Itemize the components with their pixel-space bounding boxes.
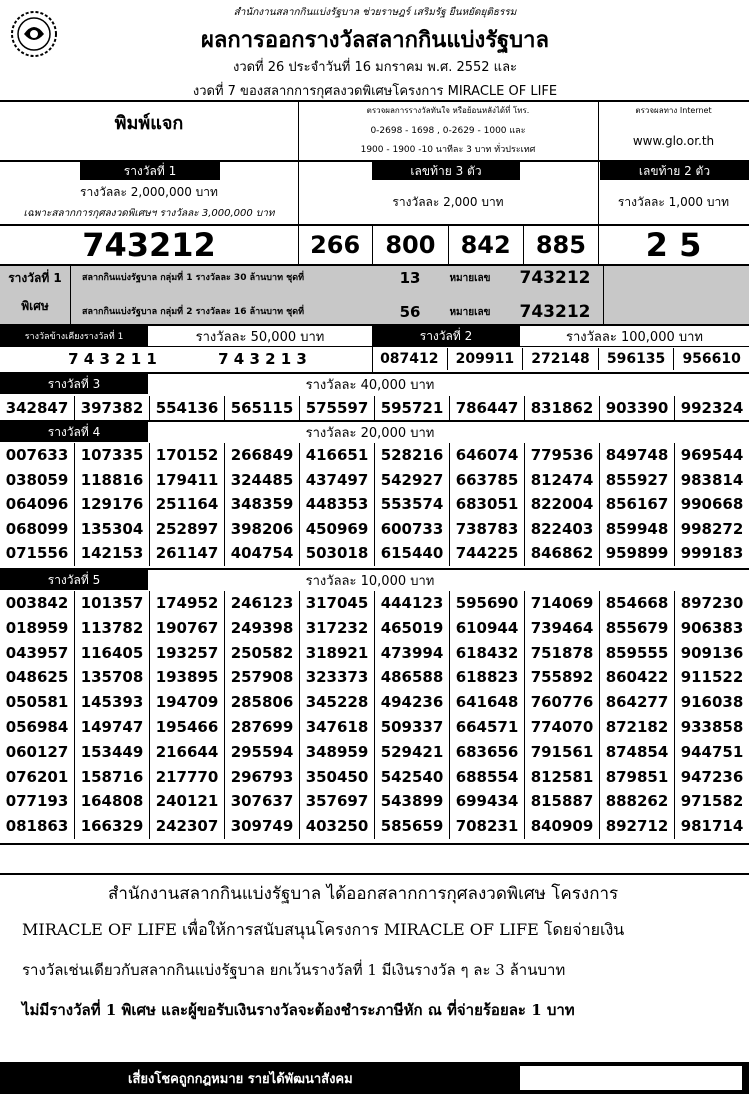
fifth-prize-number: 174952: [150, 591, 225, 616]
fifth-prize-number: 101357: [75, 591, 150, 616]
third-prize-number: 831862: [525, 396, 600, 420]
fifth-prize-number: 859555: [600, 641, 675, 666]
fifth-prize-number: 357697: [300, 789, 375, 814]
fourth-prize-number: 990668: [680, 495, 744, 513]
last3-amount: รางวัลละ 2,000 บาท: [392, 194, 504, 209]
fifth-prize-number: 307637: [225, 789, 300, 814]
fourth-prize-number: 266849: [225, 443, 300, 468]
fourth-prize-number: 324485: [225, 468, 300, 493]
fourth-prize-number: 107335: [75, 443, 150, 468]
adjacent-number: 7 4 3 2 1 1: [68, 350, 157, 368]
fifth-prize-number: 897230: [680, 594, 744, 612]
fifth-prize-number: 158716: [75, 765, 150, 790]
fifth-prize-number: 257908: [225, 665, 300, 690]
second-prize-number: 209911: [448, 348, 524, 370]
fifth-prize-number: 812581: [525, 765, 600, 790]
last2-amount: รางวัลละ 1,000 บาท: [617, 194, 730, 209]
last2-number: 2 5: [645, 226, 702, 264]
fifth-prize-number: 855679: [600, 616, 675, 641]
fifth-prize-number: 864277: [600, 690, 675, 715]
fifth-prize-number: 739464: [525, 616, 600, 641]
second-prize-label: รางวัลที่ 2: [372, 326, 520, 346]
fifth-prize-number: 529421: [375, 740, 450, 765]
fifth-prize-number: 153449: [75, 740, 150, 765]
draw-info-line2: งวดที่ 7 ของสลากการกุศลงวดพิเศษโครงการ MIRACLE OF LIFE: [192, 83, 558, 99]
fourth-prize-number: 404754: [225, 541, 300, 566]
fifth-prize-number: 296793: [225, 765, 300, 790]
emblem-icon: [10, 10, 58, 58]
page-title: ผลการออกรางวัลสลากกินแบ่งรัฐบาล: [201, 27, 549, 53]
fifth-prize-number: 618432: [450, 641, 525, 666]
fifth-prize-number: 840909: [525, 814, 600, 839]
fifth-prize-number: 465019: [375, 616, 450, 641]
second-prize-number: 272148: [523, 348, 599, 370]
footer-slogan: เสี่ยงโชคถูกกฎหมาย รายได้พัฒนาสังคม: [128, 1072, 353, 1087]
fourth-prize-number: 450969: [300, 517, 375, 542]
fourth-prize-number: 600733: [375, 517, 450, 542]
fifth-prize-number: 403250: [300, 814, 375, 839]
fifth-prize-number: 509337: [375, 715, 450, 740]
fifth-prize-number: 194709: [150, 690, 225, 715]
fifth-prize-number: 193257: [150, 641, 225, 666]
fifth-prize-number: 714069: [525, 591, 600, 616]
second-prize-number: 956610: [682, 351, 741, 367]
draw-info-line1: งวดที่ 26 ประจำวันที่ 16 มกราคม พ.ศ. 2552 และ: [232, 59, 518, 75]
fourth-prize-number: 998272: [680, 519, 744, 538]
third-prize-number: 397382: [75, 396, 150, 420]
special-row-1-number: 743212: [519, 268, 591, 288]
last3-label: เลขท้าย 3 ตัว: [372, 162, 520, 180]
fifth-prize-number: 860422: [600, 665, 675, 690]
fifth-prize-number: 287699: [225, 715, 300, 740]
fifth-prize-number: 981714: [680, 817, 744, 836]
adjacent-number: 7 4 3 2 1 3: [218, 350, 307, 368]
fifth-prize-number: 050581: [0, 690, 75, 715]
fifth-prize-number: 699434: [450, 789, 525, 814]
third-prize-amount: รางวัลละ 40,000 บาท: [305, 377, 435, 393]
last3-number: 800: [373, 226, 448, 264]
fifth-prize-number: 048625: [0, 665, 75, 690]
website-link[interactable]: www.glo.or.th: [632, 134, 715, 148]
fifth-prize-number: 815887: [525, 789, 600, 814]
fourth-prize-number: 448353: [300, 492, 375, 517]
adjacent-label: รางวัลข้างเคียงรางวัลที่ 1: [0, 326, 148, 346]
fifth-prize-number: 933858: [680, 718, 744, 736]
fourth-prize-amount: รางวัลละ 20,000 บาท: [305, 425, 435, 441]
fifth-prize-number: 664571: [450, 715, 525, 740]
fifth-prize-number: 018959: [0, 616, 75, 641]
third-prize-number: 903390: [600, 396, 675, 420]
fourth-prize-number: 983814: [680, 470, 744, 489]
special-row-2-no-label: หมายเลข: [449, 306, 491, 318]
fourth-prize-number: 744225: [450, 541, 525, 566]
fourth-prize-number: 738783: [450, 517, 525, 542]
fourth-prize-number: 846862: [525, 541, 600, 566]
special-row-2-set: 56: [399, 303, 421, 321]
fifth-prize-number: 874854: [600, 740, 675, 765]
fifth-prize-number: 309749: [225, 814, 300, 839]
fifth-prize-number: 854668: [600, 591, 675, 616]
special-label-2: พิเศษ: [21, 298, 49, 313]
fifth-prize-number: 077193: [0, 789, 75, 814]
last3-number: 266: [298, 226, 373, 264]
special-row-1-text: สลากกินแบ่งรัฐบาล กลุ่มที่ 1 รางวัลละ 30 ล้านบาท ชุดที่: [82, 273, 305, 283]
third-prize-number: 575597: [300, 396, 375, 420]
fifth-prize-number: 909136: [680, 643, 744, 662]
fourth-prize-number: 503018: [300, 541, 375, 566]
fifth-prize-number: 060127: [0, 740, 75, 765]
special-row-1-set: 13: [399, 269, 421, 287]
fifth-prize-number: 791561: [525, 740, 600, 765]
fifth-prize-number: 944751: [680, 742, 744, 761]
fourth-prize-number: 969544: [680, 446, 744, 464]
fourth-prize-number: 855927: [600, 468, 675, 493]
fifth-prize-number: 347618: [300, 715, 375, 740]
fourth-prize-number: 822403: [525, 517, 600, 542]
third-prize-number: 342847: [0, 396, 75, 420]
first-prize-special-amount: เฉพาะสลากการกุศลงวดพิเศษฯ รางวัลละ 3,000,000 บาท: [23, 207, 275, 219]
first-prize-amount: รางวัลละ 2,000,000 บาท: [80, 184, 218, 199]
fifth-prize-number: 879851: [600, 765, 675, 790]
fourth-prize-number: 553574: [375, 492, 450, 517]
header-org-line: สำนักงานสลากกินแบ่งรัฐบาล ช่วยราษฎร์ เสริมรัฐ ยืนหยัดยุติธรรม: [233, 6, 517, 18]
fifth-prize-number: 760776: [525, 690, 600, 715]
fifth-prize-number: 688554: [450, 765, 525, 790]
fifth-prize-number: 473994: [375, 641, 450, 666]
fourth-prize-number: 437497: [300, 468, 375, 493]
special-label-1: รางวัลที่ 1: [8, 270, 62, 285]
fifth-prize-number: 494236: [375, 690, 450, 715]
fourth-prize-number: 999183: [680, 544, 744, 562]
check-phone-1: 0-2698 - 1698 , 0-2629 - 1000 และ: [370, 126, 526, 136]
fifth-prize-number: 076201: [0, 765, 75, 790]
fifth-prize-number: 683656: [450, 740, 525, 765]
fourth-prize-number: 007633: [0, 443, 75, 468]
footer-white-box: [520, 1066, 742, 1090]
fourth-prize-number: 822004: [525, 492, 600, 517]
fifth-prize-number: 190767: [150, 616, 225, 641]
fourth-prize-number: 416651: [300, 443, 375, 468]
fourth-prize-number: 068099: [0, 517, 75, 542]
fifth-prize-number: 318921: [300, 641, 375, 666]
fifth-prize-number: 149747: [75, 715, 150, 740]
last3-number: 842: [449, 226, 524, 264]
fourth-prize-number: 179411: [150, 468, 225, 493]
third-prize-number: 554136: [150, 396, 225, 420]
fourth-prize-number: 663785: [450, 468, 525, 493]
fifth-prize-number: 113782: [75, 616, 150, 641]
notice-line-2: MIRACLE OF LIFE เพื่อให้การสนับสนุนโครงการ MIRACLE OF LIFE โดยจ่ายเงิน: [22, 920, 625, 939]
fifth-prize-number: 317045: [300, 591, 375, 616]
fifth-prize-number: 135708: [75, 665, 150, 690]
fourth-prize-number: 683051: [450, 492, 525, 517]
notice-line-1: สำนักงานสลากกินแบ่งรัฐบาล ได้ออกสลากการกุศลงวดพิเศษ โครงการ: [108, 884, 619, 904]
fourth-prize-number: 064096: [0, 492, 75, 517]
fourth-prize-number: 615440: [375, 541, 450, 566]
fifth-prize-number: 217770: [150, 765, 225, 790]
fifth-prize-amount: รางวัลละ 10,000 บาท: [305, 573, 435, 589]
special-row-1-no-label: หมายเลข: [449, 272, 491, 284]
fourth-prize-number: 528216: [375, 443, 450, 468]
fifth-prize-number: 610944: [450, 616, 525, 641]
fifth-prize-number: 542540: [375, 765, 450, 790]
fourth-prize-number: 170152: [150, 443, 225, 468]
fifth-prize-number: 641648: [450, 690, 525, 715]
third-prize-number: 565115: [225, 396, 300, 420]
fifth-prize-number: 543899: [375, 789, 450, 814]
fifth-prize-number: 708231: [450, 814, 525, 839]
third-prize-number: 992324: [680, 399, 744, 417]
fifth-prize-number: 250582: [225, 641, 300, 666]
special-row-2-number: 743212: [519, 302, 591, 322]
fifth-prize-number: 348959: [300, 740, 375, 765]
fifth-prize-number: 585659: [375, 814, 450, 839]
fifth-prize-number: 345228: [300, 690, 375, 715]
fourth-prize-number: 252897: [150, 517, 225, 542]
fourth-prize-number: 142153: [75, 541, 150, 566]
fifth-prize-number: 246123: [225, 591, 300, 616]
fifth-prize-number: 242307: [150, 814, 225, 839]
fifth-prize-number: 043957: [0, 641, 75, 666]
check-phone-title: ตรวจผลการรางวัลทันใจ หรือย้อนหลังได้ที่ โทร.: [366, 105, 530, 115]
fifth-prize-number: 056984: [0, 715, 75, 740]
fifth-prize-number: 195466: [150, 715, 225, 740]
fifth-prize-number: 911522: [680, 668, 744, 687]
fifth-prize-number: 081863: [0, 814, 75, 839]
second-prize-amount: รางวัลละ 100,000 บาท: [566, 329, 703, 345]
check-phone-2: 1900 - 1900 -10 นาทีละ 3 บาท ทั่วประเทศ: [360, 145, 536, 155]
fifth-prize-number: 164808: [75, 789, 150, 814]
fifth-prize-number: 240121: [150, 789, 225, 814]
third-prize-label: รางวัลที่ 3: [0, 374, 148, 394]
fifth-prize-number: 888262: [600, 789, 675, 814]
fourth-prize-number: 398206: [225, 517, 300, 542]
fifth-prize-number: 295594: [225, 740, 300, 765]
fifth-prize-number: 755892: [525, 665, 600, 690]
fifth-prize-number: 317232: [300, 616, 375, 641]
third-prize-number: 595721: [375, 396, 450, 420]
adjacent-amount: รางวัลละ 50,000 บาท: [195, 329, 325, 345]
fifth-prize-number: 166329: [75, 814, 150, 839]
fifth-prize-number: 285806: [225, 690, 300, 715]
fourth-prize-number: 038059: [0, 468, 75, 493]
fifth-prize-number: 003842: [0, 591, 75, 616]
fifth-prize-number: 486588: [375, 665, 450, 690]
fifth-prize-number: 872182: [600, 715, 675, 740]
fourth-prize-number: 118816: [75, 468, 150, 493]
internet-label: ตรวจผลทาง Internet: [635, 105, 712, 115]
fifth-prize-number: 116405: [75, 641, 150, 666]
notice-line-3: รางวัลเช่นเดียวกับสลากกินแบ่งรัฐบาล ยกเว้นรางวัลที่ 1 มีเงินรางวัล ๆ ละ 3 ล้านบาท: [22, 961, 566, 979]
fourth-prize-number: 959899: [600, 541, 675, 566]
fourth-prize-number: 542927: [375, 468, 450, 493]
third-prize-number: 786447: [450, 396, 525, 420]
fifth-prize-number: 774070: [525, 715, 600, 740]
fifth-prize-number: 595690: [450, 591, 525, 616]
fourth-prize-number: 129176: [75, 492, 150, 517]
second-prize-number: 596135: [599, 348, 675, 370]
fifth-prize-number: 145393: [75, 690, 150, 715]
fifth-prize-number: 751878: [525, 641, 600, 666]
fifth-prize-number: 906383: [680, 618, 744, 637]
fifth-prize-number: 892712: [600, 814, 675, 839]
fourth-prize-label: รางวัลที่ 4: [0, 422, 148, 442]
fifth-prize-number: 444123: [375, 591, 450, 616]
special-row-2-text: สลากกินแบ่งรัฐบาล กลุ่มที่ 2 รางวัลละ 16 ล้านบาท ชุดที่: [82, 307, 305, 317]
fifth-prize-number: 971582: [680, 792, 744, 811]
notice-line-4: ไม่มีรางวัลที่ 1 พิเศษ และผู้ขอรับเงินรางวัลจะต้องชำระภาษีหัก ณ ที่จ่ายร้อยละ 1 บาท: [22, 1001, 575, 1019]
last3-number: 885: [535, 231, 586, 259]
free-print-label: พิมพ์แจก: [114, 112, 184, 134]
fourth-prize-number: 251164: [150, 492, 225, 517]
fourth-prize-number: 348359: [225, 492, 300, 517]
second-prize-number: 087412: [372, 348, 448, 370]
fourth-prize-number: 135304: [75, 517, 150, 542]
last2-label: เลขท้าย 2 ตัว: [600, 162, 749, 180]
fourth-prize-number: 261147: [150, 541, 225, 566]
fifth-prize-number: 249398: [225, 616, 300, 641]
fourth-prize-number: 856167: [600, 492, 675, 517]
fifth-prize-number: 193895: [150, 665, 225, 690]
fifth-prize-number: 618823: [450, 665, 525, 690]
fourth-prize-number: 071556: [0, 541, 75, 566]
fourth-prize-number: 646074: [450, 443, 525, 468]
fifth-prize-number: 916038: [680, 693, 744, 712]
fifth-prize-number: 947236: [680, 767, 744, 786]
fourth-prize-number: 859948: [600, 517, 675, 542]
fourth-prize-number: 849748: [600, 443, 675, 468]
fifth-prize-number: 216644: [150, 740, 225, 765]
first-prize-label: รางวัลที่ 1: [80, 162, 220, 180]
fifth-prize-label: รางวัลที่ 5: [0, 570, 148, 590]
fourth-prize-number: 779536: [525, 443, 600, 468]
fourth-prize-number: 812474: [525, 468, 600, 493]
fifth-prize-number: 323373: [300, 665, 375, 690]
fifth-prize-number: 350450: [300, 765, 375, 790]
first-prize-number: 743212: [82, 226, 216, 264]
